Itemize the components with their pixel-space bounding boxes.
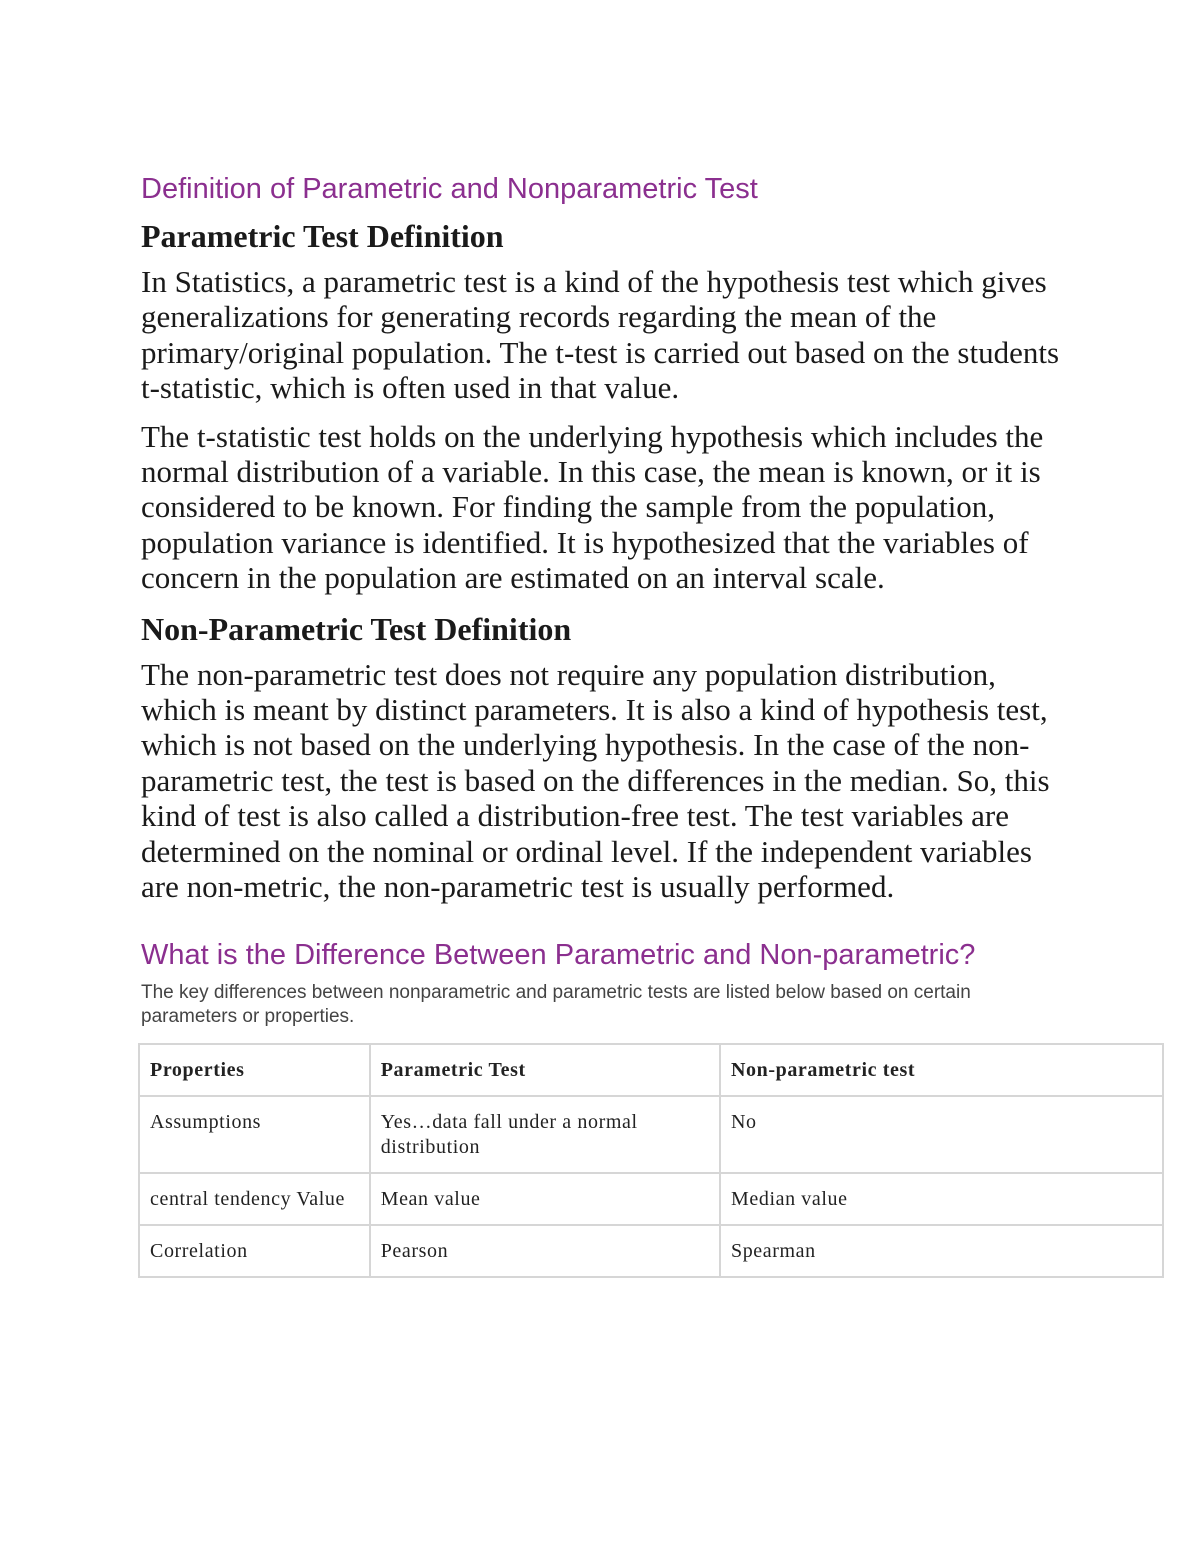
table-cell: Pearson	[370, 1225, 720, 1277]
table-cell: central tendency Value	[139, 1173, 370, 1225]
table-cell: Yes…data fall under a normal distribution	[370, 1096, 720, 1173]
parametric-paragraph-2: The t-statistic test holds on the underlying hypothesis which includes the normal distribution of a variable. In this case, the mean is known, or it is considered to be known. For finding the sample from the population, population variance is identified. It is hypothesized that the variables of concern in the population are estimated on an interval scale.	[141, 418, 1044, 596]
document-title: Definition of Parametric and Nonparametric Test	[141, 173, 758, 205]
table-cell: Spearman	[720, 1225, 1163, 1277]
table-cell: Correlation	[139, 1225, 370, 1277]
table-header-row	[139, 1044, 1163, 1096]
table-row	[139, 1173, 1163, 1225]
table-cell: Median value	[720, 1173, 1163, 1225]
table-row	[139, 1225, 1163, 1277]
table-row	[139, 1096, 1163, 1173]
table-cell: No	[720, 1096, 1163, 1173]
nonparametric-heading: Non-Parametric Test Definition	[141, 610, 572, 647]
difference-intro: The key differences between nonparametric and parametric tests are listed below based on certain parameters or properties.	[141, 981, 971, 1027]
parametric-paragraph-1: In Statistics, a parametric test is a kind of the hypothesis test which gives generalizations for generating records regarding the mean of the primary/original population. The t-test is carried out based on the students t-statistic, which is often used in that value.	[141, 264, 1060, 406]
nonparametric-paragraph: The non-parametric test does not require any population distribution, which is meant by distinct parameters. It is also a kind of hypothesis test, which is not based on the underlying hypothesis. In the case of the non-parametric test, the test is based on the differences in the median. So, this kind of test is also called a distribution-free test. The test variables are determined on the nominal or ordinal level. If the independent variables are non-metric, the non-parametric test is usually performed.	[141, 656, 1050, 905]
document-content	[141, 168, 1166, 1278]
table-cell: Mean value	[370, 1173, 720, 1225]
comparison-table	[138, 1043, 1164, 1278]
table-header-cell: Properties	[139, 1044, 370, 1096]
parametric-heading: Parametric Test Definition	[141, 218, 504, 254]
table-header-cell: Non-parametric test	[720, 1044, 1163, 1096]
table-cell: Assumptions	[139, 1096, 370, 1173]
difference-heading: What is the Difference Between Parametric and Non-parametric?	[141, 938, 976, 971]
table-header-cell: Parametric Test	[370, 1044, 720, 1096]
